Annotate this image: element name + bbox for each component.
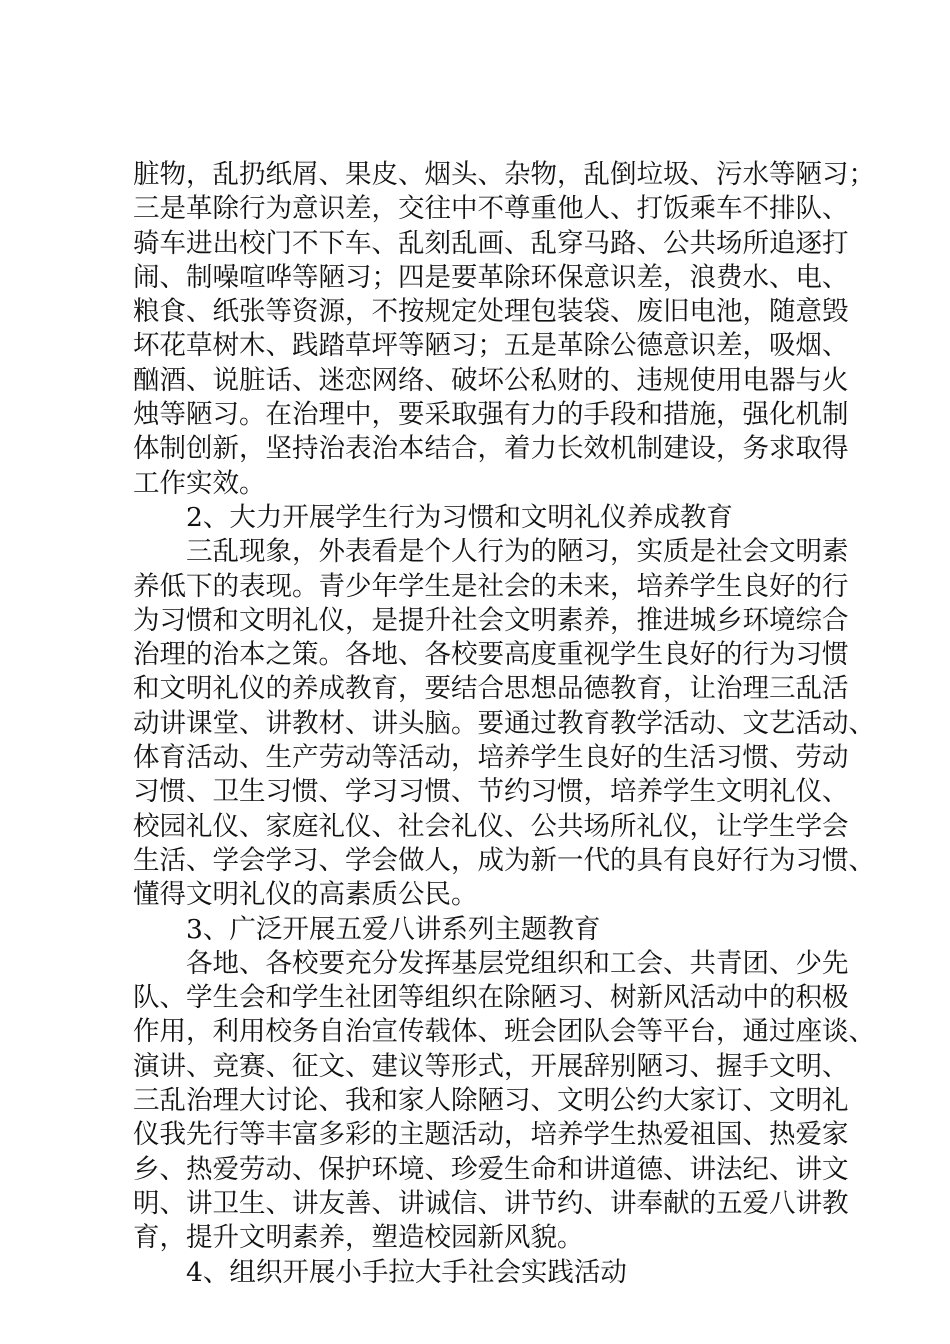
- section-heading-4: 4、组织开展小手拉大手社会实践活动: [186, 1256, 627, 1288]
- text-line: 三乱治理大讨论、我和家人除陋习、文明公约大家订、文明礼: [133, 1085, 849, 1117]
- text-line: 三是革除行为意识差，交往中不尊重他人、打饭乘车不排队、: [133, 193, 849, 225]
- text-line: 演讲、竞赛、征文、建议等形式，开展辞别陋习、握手文明、: [133, 1050, 849, 1082]
- paragraph-start: 三乱现象，外表看是个人行为的陋习，实质是社会文明素: [186, 536, 849, 568]
- text-line: 队、学生会和学生社团等组织在除陋习、树新风活动中的积极: [133, 982, 849, 1014]
- text-line: 动讲课堂、讲教材、讲头脑。要通过教育教学活动、文艺活动、: [133, 707, 875, 739]
- text-line: 仪我先行等丰富多彩的主题活动，培养学生热爱祖国、热爱家: [133, 1119, 849, 1151]
- text-line: 乡、热爱劳动、保护环境、珍爱生命和讲道德、讲法纪、讲文: [133, 1153, 849, 1185]
- text-line: 明、讲卫生、讲友善、讲诚信、讲节约、讲奉献的五爱八讲教: [133, 1187, 849, 1219]
- text-line: 体制创新，坚持治表治本结合，着力长效机制建设，务求取得: [133, 433, 849, 465]
- text-line: 懂得文明礼仪的高素质公民。: [133, 879, 478, 911]
- text-line: 习惯、卫生习惯、学习习惯、节约习惯，培养学生文明礼仪、: [133, 776, 849, 808]
- text-line: 育，提升文明素养，塑造校园新风貌。: [133, 1222, 584, 1254]
- text-line: 治理的治本之策。各地、各校要高度重视学生良好的行为习惯: [133, 639, 849, 671]
- section-heading-3: 3、广泛开展五爱八讲系列主题教育: [186, 913, 601, 945]
- text-line: 作用，利用校务自治宣传载体、班会团队会等平台，通过座谈、: [133, 1016, 875, 1048]
- text-line: 脏物，乱扔纸屑、果皮、烟头、杂物，乱倒垃圾、污水等陋习；: [133, 159, 875, 190]
- text-line: 闹、制噪喧哗等陋习；四是要革除环保意识差，浪费水、电、: [133, 261, 849, 293]
- text-line: 为习惯和文明礼仪，是提升社会文明素养，推进城乡环境综合: [133, 604, 849, 636]
- text-line: 骑车进出校门不下车、乱刻乱画、乱穿马路、公共场所追逐打: [133, 227, 849, 259]
- section-heading-2: 2、大力开展学生行为习惯和文明礼仪养成教育: [186, 501, 733, 533]
- paragraph-start: 各地、各校要充分发挥基层党组织和工会、共青团、少先: [186, 947, 849, 979]
- text-line: 校园礼仪、家庭礼仪、社会礼仪、公共场所礼仪，让学生学会: [133, 810, 849, 842]
- text-line: 工作实效。: [133, 467, 266, 499]
- text-line: 烛等陋习。在治理中，要采取强有力的手段和措施，强化机制: [133, 399, 849, 431]
- document-body: [133, 158, 875, 1290]
- text-line: 坏花草树木、践踏草坪等陋习；五是革除公德意识差，吸烟、: [133, 330, 849, 362]
- text-line: 酗酒、说脏话、迷恋网络、破坏公私财的、违规使用电器与火: [133, 364, 849, 396]
- text-line: 粮食、纸张等资源，不按规定处理包装袋、废旧电池，随意毁: [133, 296, 849, 328]
- text-line: 养低下的表现。青少年学生是社会的未来，培养学生良好的行: [133, 570, 849, 602]
- text-line: 生活、学会学习、学会做人，成为新一代的具有良好行为习惯、: [133, 844, 875, 876]
- text-line: 和文明礼仪的养成教育，要结合思想品德教育，让治理三乱活: [133, 673, 849, 705]
- text-line: 体育活动、生产劳动等活动，培养学生良好的生活习惯、劳动: [133, 742, 849, 774]
